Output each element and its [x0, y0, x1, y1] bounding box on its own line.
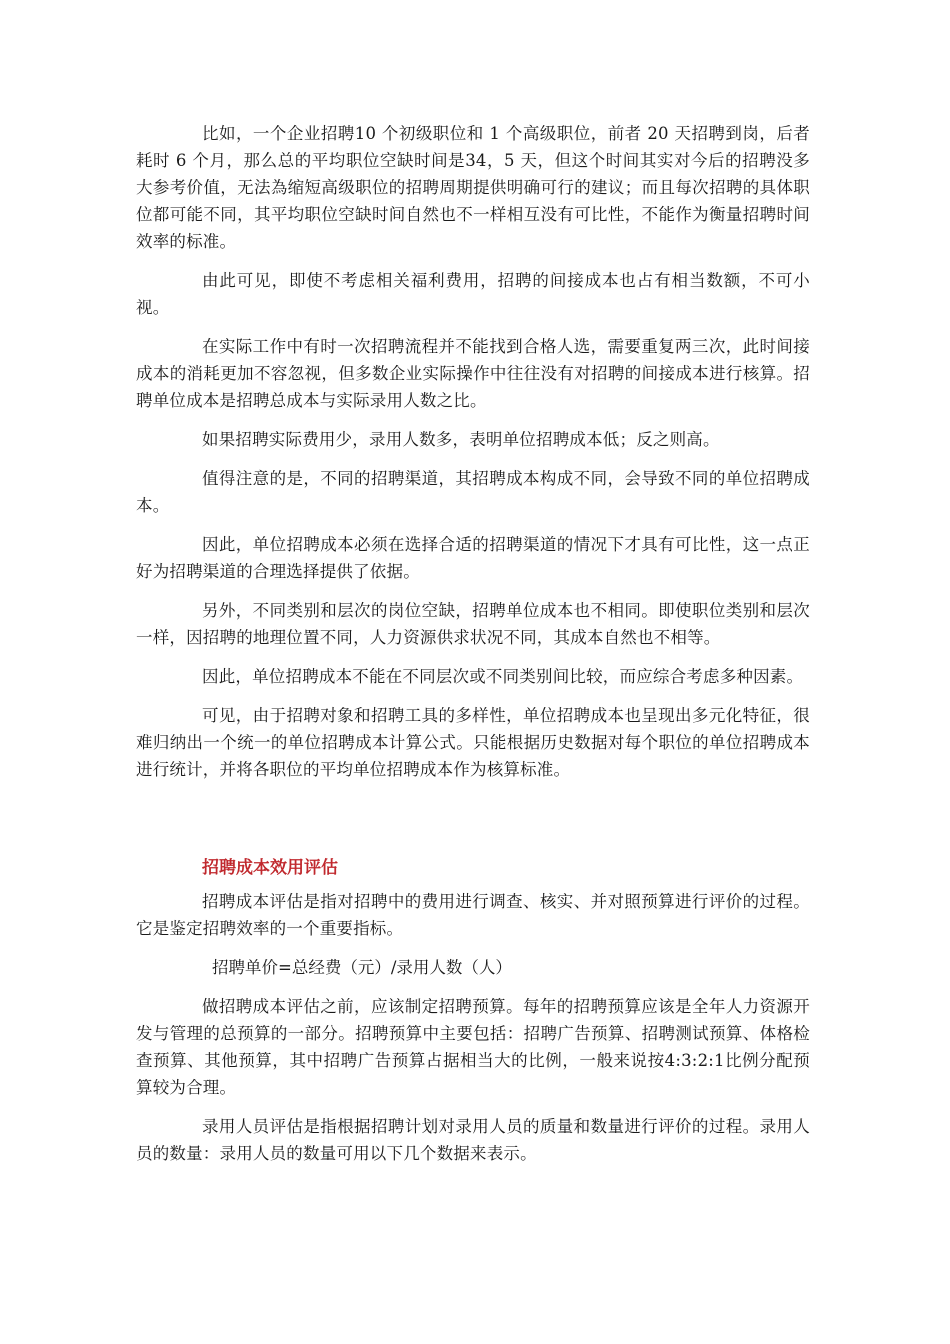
- paragraph-cost-evaluation-definition: 招聘成本评估是指对招聘中的费用进行调查、核实、并对照预算进行评价的过程。它是鉴定招聘效率的一个重要指标。: [136, 892, 810, 938]
- paragraph-hire-evaluation: 录用人员评估是指根据招聘计划对录用人员的质量和数量进行评价的过程。录用人员的数量：录用人员的数量可用以下几个数据来表示。: [136, 1117, 810, 1163]
- paragraph-recruitment-budget: 做招聘成本评估之前，应该制定招聘预算。每年的招聘预算应该是全年人力资源开发与管理的总预算的一部分。招聘预算中主要包括：招聘广告预算、招聘测试预算、体格检查预算、其他预算，其中招聘广告预算占据相当大的比例，一般来说按4:3:2:1比例分配预算较为合理。: [136, 997, 810, 1097]
- paragraph-vacancy-time-example: 比如，一个企业招聘10 个初级职位和 1 个高级职位，前者 20 天招聘到岗，后者耗时 6 个月，那么总的平均职位空缺时间是34，5 天，但这个时间其实对今后的招聘没多大参考价值，无法為缩短高级职位的招聘周期提供明确可行的建议；而且每次招聘的具体职位都可能不同，其平均职位空缺时间自然也不一样相互没有可比性，不能作为衡量招聘时间效率的标准。: [136, 124, 810, 251]
- paragraph-channel-comparability: 因此，单位招聘成本必须在选择合适的招聘渠道的情况下才具有可比性，这一点正好为招聘渠道的合理选择提供了依据。: [136, 535, 810, 581]
- section-heading: 招聘成本效用评估: [202, 858, 338, 878]
- paragraph-repeated-recruitment: 在实际工作中有时一次招聘流程并不能找到合格人选，需要重复两三次，此时间接成本的消耗更加不容忽视，但多数企业实际操作中往往没有对招聘的间接成本进行核算。招聘单位成本是招聘总成本与实际录用人数之比。: [136, 337, 810, 410]
- paragraph-multiple-factors: 因此，单位招聘成本不能在不同层次或不同类别间比较，而应综合考虑多种因素。: [202, 667, 804, 686]
- paragraph-position-category: 另外，不同类别和层次的岗位空缺，招聘单位成本也不相同。即使职位类别和层次一样，因招聘的地理位置不同，人力资源供求状况不同，其成本自然也不相等。: [136, 601, 810, 647]
- paragraph-indirect-cost: 由此可见，即使不考虑相关福利费用，招聘的间接成本也占有相当数额，不可小视。: [136, 271, 810, 317]
- formula-unit-price: 招聘单价=总经费（元）/录用人数（人）: [212, 958, 512, 977]
- paragraph-diversity: 可见，由于招聘对象和招聘工具的多样性，单位招聘成本也呈现出多元化特征，很难归纳出一个统一的单位招聘成本计算公式。只能根据历史数据对每个职位的单位招聘成本进行统计，并将各职位的平均单位招聘成本作为核算标准。: [136, 706, 810, 779]
- paragraph-cost-low-high: 如果招聘实际费用少，录用人数多，表明单位招聘成本低；反之则高。: [202, 430, 720, 449]
- document-page: [136, 120, 810, 1179]
- paragraph-channel-cost: 值得注意的是，不同的招聘渠道，其招聘成本构成不同，会导致不同的单位招聘成本。: [136, 469, 810, 515]
